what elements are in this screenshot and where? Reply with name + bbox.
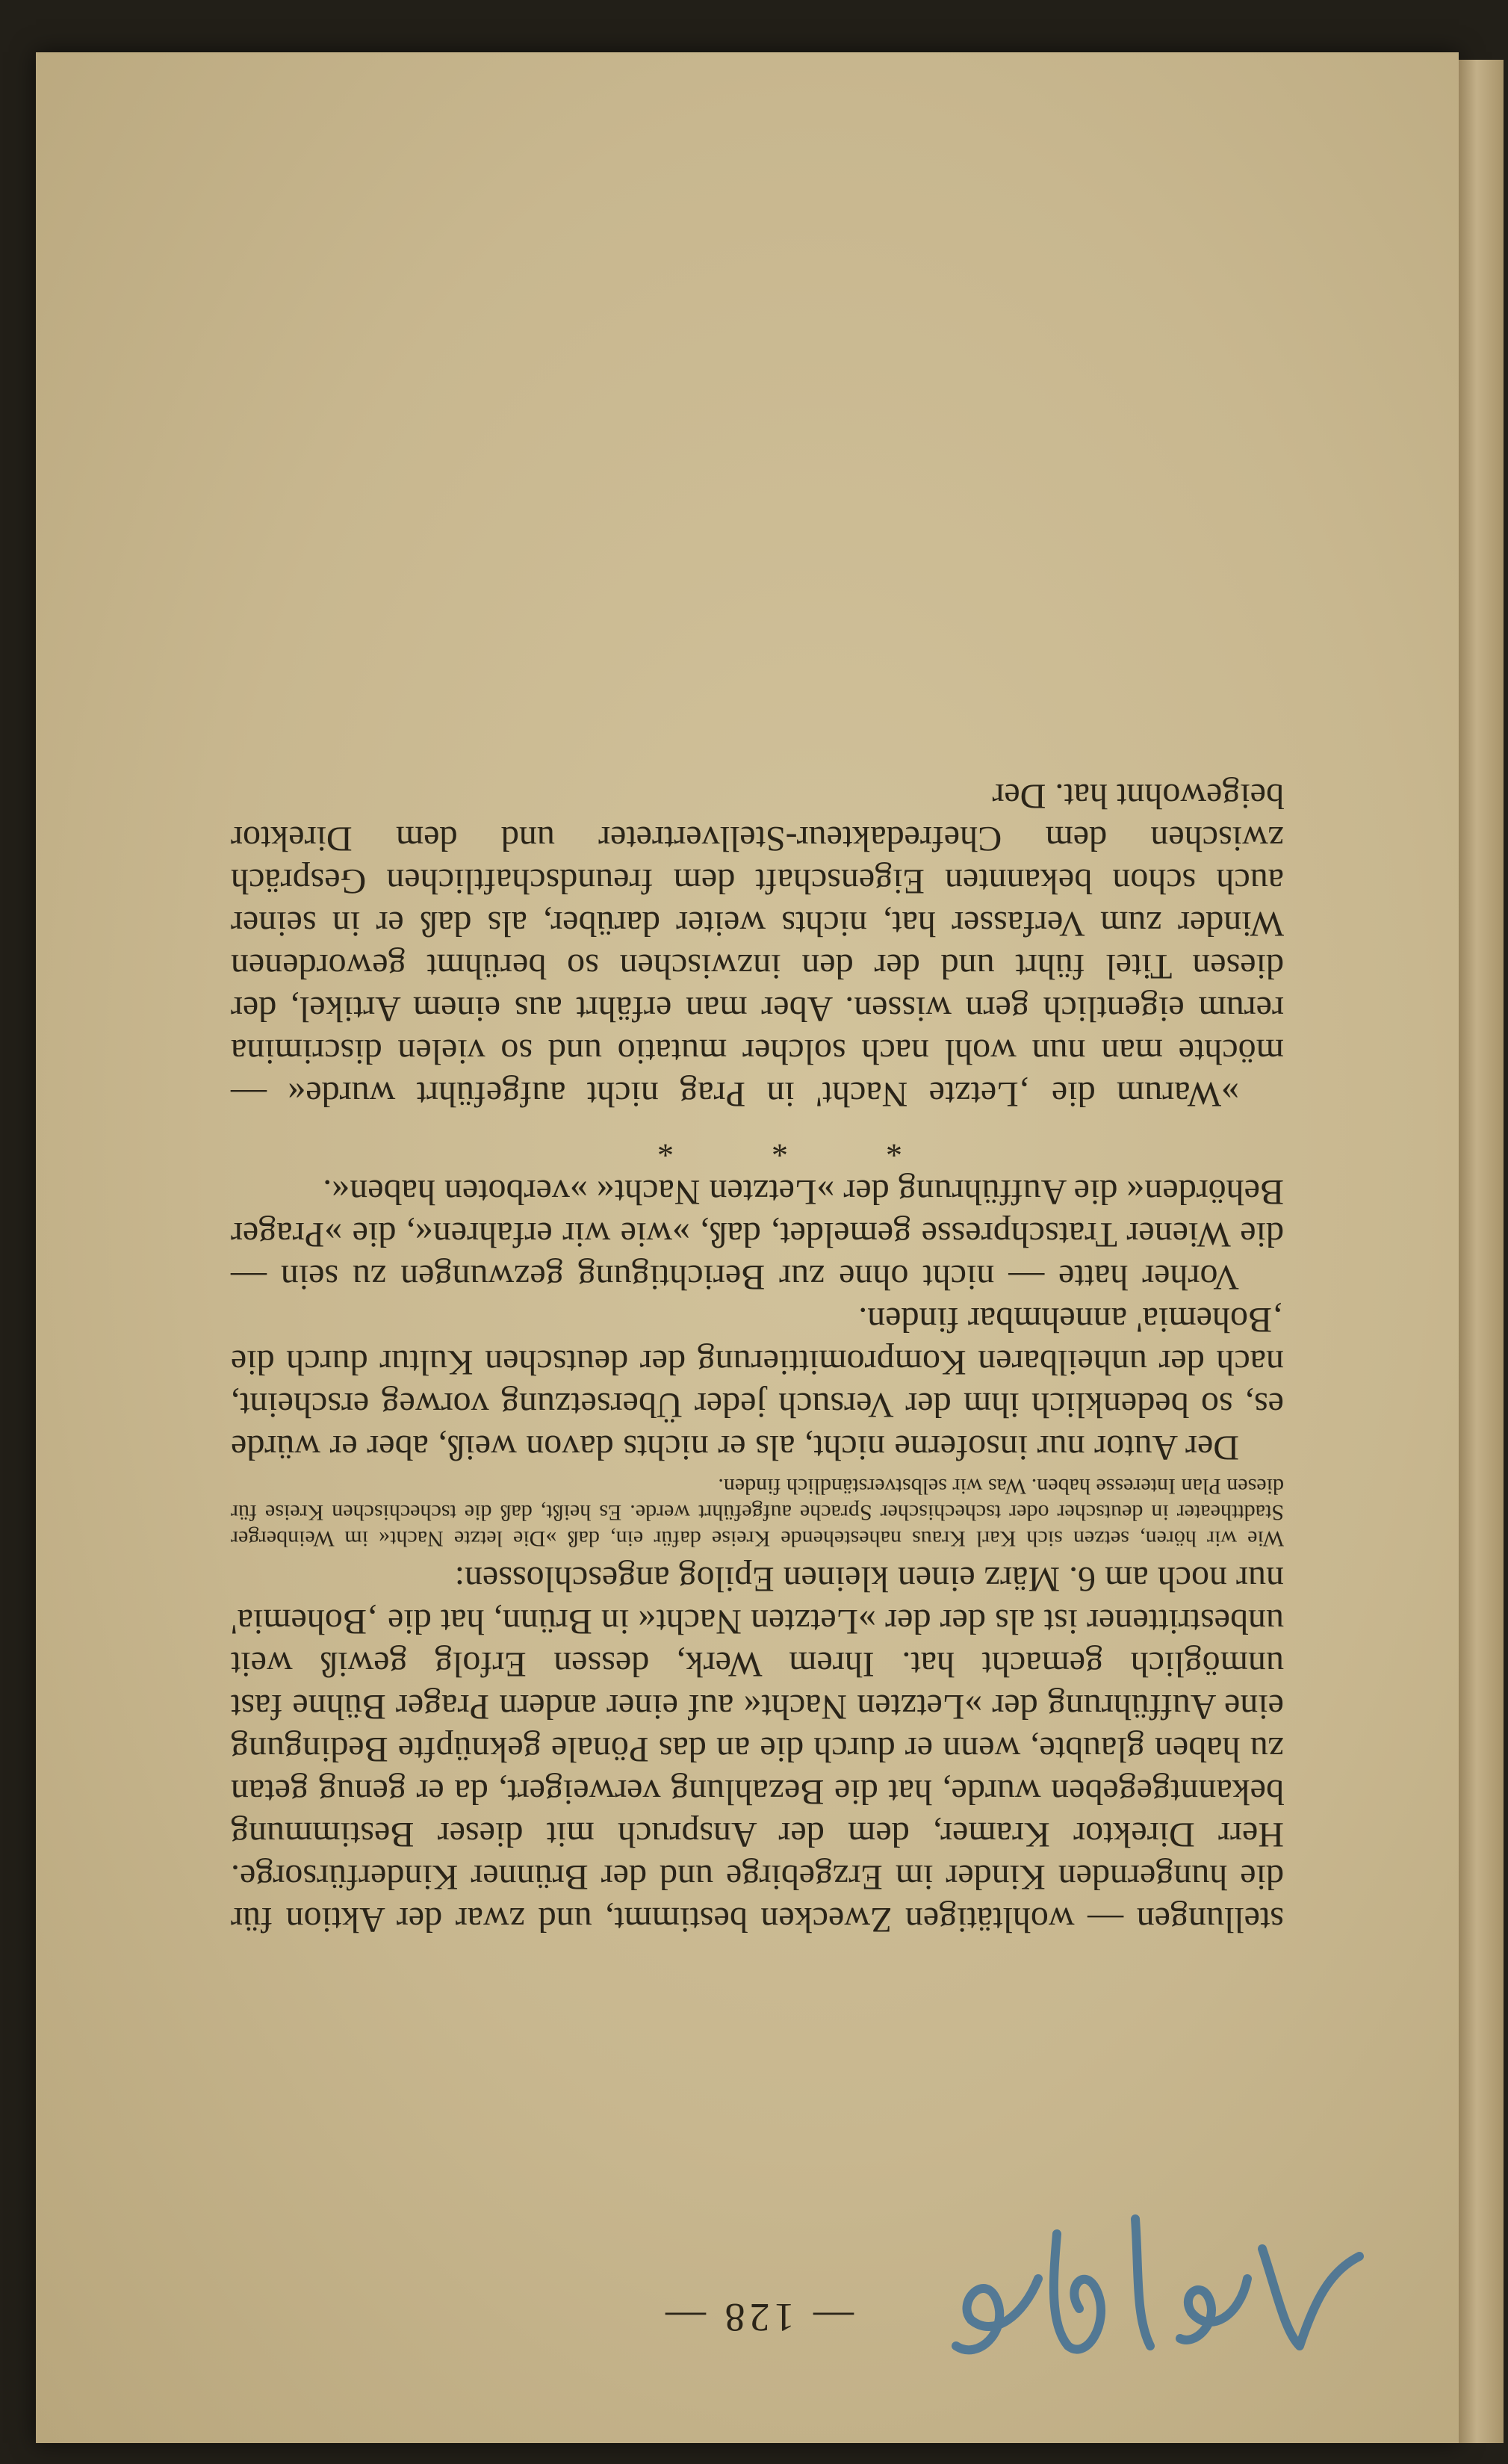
text-block (231, 775, 1284, 1941)
paragraph-stellungen: stellungen — wohltätigen Zwecken bestimmt, und zwar der Aktion für die hungernden Kinder im Erzgebirge und der Brünner Kinderfürsorge. Herr Direktor Kramer, dem der Anspruch mit dieser Bestimmung bekanntgegeben wurde, hat die Bezahlung verweigert, da er genug getan zu haben glaubte, wenn er durch die an das Pönale geknüpfte Bedingung eine Aufführung der »Letzten Nacht« auf einer andern Prager Bühne fast unmöglich gemacht hat. Ihrem Werk, dessen Erfolg gewiß weit unbestrittener ist als der der »Letzten Nacht« in Brünn, hat die ‚Bohemia' nur noch am 6. März einen kleinen Epilog angeschlossen: (231, 1559, 1284, 1940)
paragraph-vorher: Vorher hatte — nicht ohne zur Berichtigung gezwungen zu sein — die Wiener Tratschpresse gemeldet, daß, »wie wir erfahren«, die »Prager Behörden« die Aufführung der »Letzten Nacht« »verboten haben«. (231, 1172, 1284, 1297)
handwritten-signature (926, 2189, 1389, 2383)
section-divider-stars: * * * (612, 1127, 902, 1164)
quote-small-print: Wie wir hören, setzen sich Karl Kraus nahestehende Kreise dafür ein, daß »Die letzte Nacht« im Weinberger Stadttheater in deutscher oder tschechischer Sprache aufgeführt werde. Es heißt, daß die tschechischen Kreise für diesen Plan Interesse haben. Was wir selbstverständlich finden. (231, 1474, 1284, 1551)
paragraph-warum: »Warum die ‚Letzte Nacht' in Prag nicht aufgeführt wurde« — möchte man nun wohl nach solcher mutatio und so vielen discrimina rerum eigentlich gern wissen. Aber man erfährt aus einem Artikel, der diesen Titel führt und der den inzwischen so berühmt gewordenen Winder zum Verfasser hat, nichts weiter darüber, als daß er in seiner auch schon bekannten Eigenschaft dem freundschaftlichen Gespräch zwischen dem Chefredakteur-Stellvertreter und dem Direktor beigewohnt hat. Der (231, 776, 1284, 1114)
page-number: — 128 — (661, 2295, 854, 2340)
paragraph-author: Der Autor nur insoferne nicht, als er nichts davon weiß, aber er würde es, so bedenklich ihm der Versuch jeder Übersetzung vorweg erscheint, nach der unheilbaren Kompromittierung der deutschen Kultur durch die ‚Bohemia' annehmbar finden. (231, 1300, 1284, 1467)
